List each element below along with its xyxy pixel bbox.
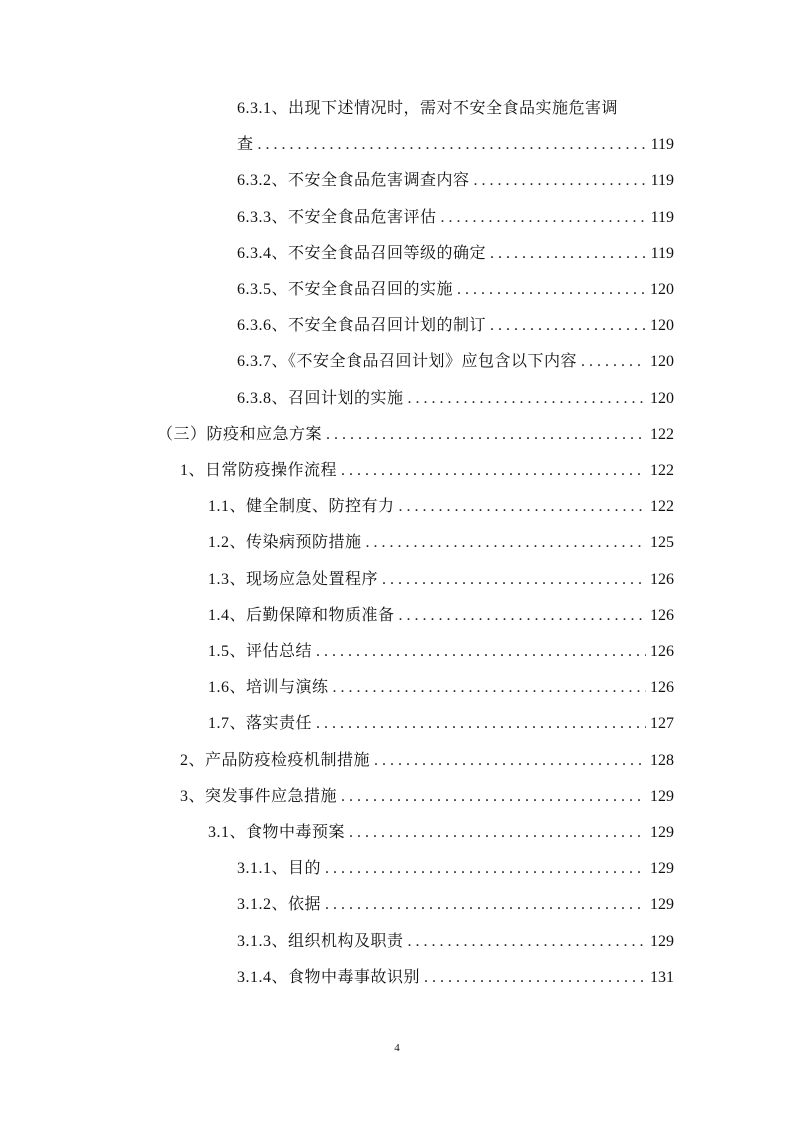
dot-leader xyxy=(316,640,646,664)
toc-entry[interactable] xyxy=(180,459,674,483)
toc-entry-title: 6.3.1、出现下述情况时，需对不安全食品实施危害调 xyxy=(237,100,619,117)
toc-entry-page: 120 xyxy=(650,317,674,335)
dot-leader xyxy=(399,495,646,519)
toc-entry-page: 119 xyxy=(650,244,674,262)
toc-entry[interactable] xyxy=(237,966,674,990)
dot-leader xyxy=(382,568,646,592)
toc-entry-page: 125 xyxy=(650,534,674,552)
dot-leader xyxy=(474,169,647,193)
toc-entry-title: 1、日常防疫操作流程 xyxy=(180,462,338,479)
dot-leader xyxy=(325,857,646,881)
toc-entry-title: 1.1、健全制度、防控有力 xyxy=(208,498,395,516)
toc-entry[interactable] xyxy=(237,387,674,411)
dot-leader xyxy=(341,785,646,809)
dot-leader xyxy=(316,712,646,736)
dot-leader xyxy=(341,459,646,483)
toc-entry[interactable] xyxy=(208,531,674,555)
dot-leader xyxy=(408,387,646,411)
toc-entry-title: 查 xyxy=(237,136,254,154)
toc-entry-page: 119 xyxy=(650,172,674,190)
toc-entry-page: 122 xyxy=(650,425,674,443)
toc-entry[interactable] xyxy=(237,133,674,157)
toc-entry-title: 6.3.8、召回计划的实施 xyxy=(237,389,404,407)
toc-entry-title: 6.3.7、《不安全食品召回计划》应包含以下内容 xyxy=(237,353,578,371)
toc-entry[interactable] xyxy=(237,97,674,121)
toc-entry-page: 122 xyxy=(650,462,674,479)
toc-entry-title: 3.1.4、食物中毒事故识别 xyxy=(237,968,421,986)
toc-entry-title: 1.5、评估总结 xyxy=(208,643,313,660)
toc-entry[interactable] xyxy=(208,604,674,628)
toc-entry-title: 6.3.2、不安全食品危害调查内容 xyxy=(237,172,470,190)
toc-entry-page: 126 xyxy=(650,643,674,660)
toc-entry-page: 129 xyxy=(650,824,674,841)
toc-entry-page: 120 xyxy=(650,353,674,371)
toc-entry-page: 126 xyxy=(650,606,674,624)
toc-entry-title: 3.1.3、组织机构及职责 xyxy=(237,932,404,950)
dot-leader xyxy=(441,206,647,230)
dot-leader xyxy=(457,278,646,302)
toc-entry-title: 6.3.6、不安全食品召回计划的制订 xyxy=(237,317,487,335)
dot-leader xyxy=(408,930,646,954)
dot-leader xyxy=(326,423,646,447)
dot-leader xyxy=(258,133,647,157)
toc-entry-title: 3.1.1、目的 xyxy=(237,860,322,878)
dot-leader xyxy=(424,966,646,990)
toc-entry[interactable] xyxy=(180,785,674,809)
dot-leader xyxy=(333,676,646,700)
dot-leader xyxy=(325,893,646,917)
toc-entry[interactable] xyxy=(208,640,674,664)
dot-leader xyxy=(374,749,646,773)
toc-entry-page: 120 xyxy=(650,281,674,298)
toc-entry[interactable] xyxy=(208,712,674,736)
toc-entry-page: 126 xyxy=(650,570,674,588)
toc-entry-page: 129 xyxy=(650,787,674,805)
toc-entry[interactable] xyxy=(237,857,674,881)
toc-entry[interactable] xyxy=(237,206,674,230)
toc-entry[interactable] xyxy=(208,568,674,592)
toc-entry[interactable] xyxy=(237,169,674,193)
dot-leader xyxy=(399,604,646,628)
toc-entry-page: 128 xyxy=(650,751,674,769)
page-number: 4 xyxy=(394,1042,400,1054)
dot-leader xyxy=(581,350,646,374)
toc-entry-title: 1.6、培训与演练 xyxy=(208,679,329,697)
toc-entry-title: 2、产品防疫检疫机制措施 xyxy=(180,751,371,769)
toc-entry-title: 3.1、食物中毒预案 xyxy=(208,824,346,841)
toc-entry-title: 3.1.2、依据 xyxy=(237,896,322,914)
toc-entry-title: （三）防疫和应急方案 xyxy=(157,425,323,443)
toc-entry-page: 131 xyxy=(650,968,674,986)
toc-entry[interactable] xyxy=(157,423,674,447)
toc-entry-page: 129 xyxy=(650,932,674,950)
toc-entry-page: 127 xyxy=(650,715,674,733)
toc-entry[interactable] xyxy=(237,350,674,374)
toc-entry[interactable] xyxy=(237,242,674,266)
toc-entry-page: 119 xyxy=(650,136,674,154)
toc-entry-title: 1.2、传染病预防措施 xyxy=(208,534,362,552)
dot-leader xyxy=(366,531,646,555)
toc-entry-page: 119 xyxy=(650,208,674,226)
toc-entry-page: 129 xyxy=(650,860,674,878)
dot-leader xyxy=(349,821,646,845)
toc-entry-title: 1.7、落实责任 xyxy=(208,715,313,733)
toc-entry-title: 6.3.5、不安全食品召回的实施 xyxy=(237,281,454,298)
toc-entry[interactable] xyxy=(208,495,674,519)
toc-entry-title: 3、突发事件应急措施 xyxy=(180,787,338,805)
toc-entry-page: 120 xyxy=(650,389,674,407)
toc-entry-title: 1.3、现场应急处置程序 xyxy=(208,570,379,588)
toc-entry-title: 6.3.3、不安全食品危害评估 xyxy=(237,208,437,226)
toc-entry-page: 129 xyxy=(650,896,674,914)
toc-entry-title: 1.4、后勤保障和物质准备 xyxy=(208,606,395,624)
dot-leader xyxy=(490,242,647,266)
toc-entry[interactable] xyxy=(208,821,674,845)
toc-entry-page: 126 xyxy=(650,679,674,697)
toc-entry[interactable] xyxy=(208,676,674,700)
toc-entry-page: 122 xyxy=(650,498,674,516)
toc-entry-title: 6.3.4、不安全食品召回等级的确定 xyxy=(237,244,487,262)
toc-entry[interactable] xyxy=(237,314,674,338)
dot-leader xyxy=(490,314,646,338)
toc-entry[interactable] xyxy=(237,278,674,302)
toc-entry[interactable] xyxy=(180,749,674,773)
toc-entry[interactable] xyxy=(237,930,674,954)
toc-entry[interactable] xyxy=(237,893,674,917)
